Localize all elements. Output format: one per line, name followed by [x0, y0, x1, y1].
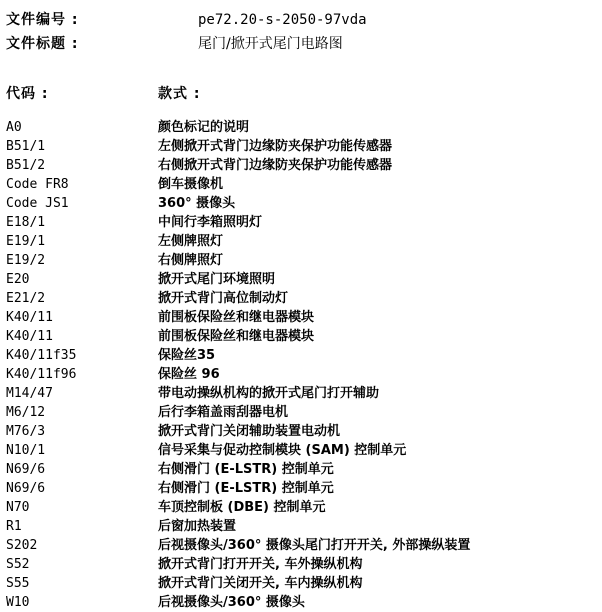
- list-item: [0, 327, 602, 346]
- list-item: [0, 232, 602, 251]
- component-list: [0, 118, 602, 612]
- component-description: 保险丝 96: [158, 367, 220, 382]
- list-item: [0, 194, 602, 213]
- component-code: E19/2: [6, 253, 46, 268]
- component-description: 左侧掀开式背门边缘防夹保护功能传感器: [158, 139, 393, 154]
- component-code: M6/12: [6, 405, 46, 420]
- list-item: [0, 156, 602, 175]
- doc-title-value: 尾门/掀开式尾门电路图: [198, 36, 343, 52]
- component-description: 掀开式背门关闭辅助装置电动机: [158, 424, 341, 439]
- list-item: [0, 574, 602, 593]
- code-column-header: 代码 :: [6, 86, 49, 102]
- component-code: E18/1: [6, 215, 46, 230]
- component-code: N70: [6, 500, 30, 515]
- design-column-header: 款式 :: [158, 86, 201, 102]
- list-item: [0, 460, 602, 479]
- component-description: 右侧滑门 (E-LSTR) 控制单元: [158, 481, 334, 496]
- list-item: [0, 403, 602, 422]
- list-item: [0, 346, 602, 365]
- component-description: 带电动操纵机构的掀开式尾门打开辅助: [158, 386, 380, 401]
- component-description: 保险丝35: [158, 348, 216, 363]
- component-code: W10: [6, 595, 30, 610]
- component-code: K40/11: [6, 329, 53, 344]
- list-item: [0, 137, 602, 156]
- component-description: 倒车摄像机: [158, 177, 224, 192]
- component-code: E20: [6, 272, 30, 287]
- component-description: 中间行李箱照明灯: [158, 215, 263, 230]
- component-code: N69/6: [6, 481, 46, 496]
- component-code: E19/1: [6, 234, 46, 249]
- component-code: B51/2: [6, 158, 46, 173]
- component-description: 后视摄像头/360° 摄像头: [158, 595, 305, 610]
- list-item: [0, 422, 602, 441]
- component-code: K40/11f96: [6, 367, 77, 382]
- component-description: 后行李箱盖雨刮器电机: [158, 405, 289, 420]
- component-description: 后视摄像头/360° 摄像头尾门打开开关, 外部操纵装置: [158, 538, 471, 553]
- component-code: S202: [6, 538, 38, 553]
- component-code: K40/11f35: [6, 348, 77, 363]
- component-description: 掀开式背门高位制动灯: [158, 291, 289, 306]
- component-description: 前围板保险丝和继电器模块: [158, 329, 315, 344]
- list-item: [0, 441, 602, 460]
- component-description: 掀开式尾门环境照明: [158, 272, 276, 287]
- component-description: 左侧牌照灯: [158, 234, 224, 249]
- list-item: [0, 270, 602, 289]
- component-code: E21/2: [6, 291, 46, 306]
- list-item: [0, 213, 602, 232]
- list-item: [0, 384, 602, 403]
- doc-title-label: 文件标题 :: [6, 36, 79, 52]
- list-item: [0, 517, 602, 536]
- list-item: [0, 251, 602, 270]
- doc-number-label: 文件编号 :: [6, 12, 79, 28]
- doc-number-value: pe72.20-s-2050-97vda: [198, 12, 367, 28]
- list-item: [0, 289, 602, 308]
- component-code: A0: [6, 120, 22, 135]
- list-item: [0, 479, 602, 498]
- list-item: [0, 593, 602, 612]
- component-description: 前围板保险丝和继电器模块: [158, 310, 315, 325]
- component-code: Code JS1: [6, 196, 69, 211]
- component-code: R1: [6, 519, 22, 534]
- component-description: 右侧牌照灯: [158, 253, 224, 268]
- component-code: S52: [6, 557, 30, 572]
- component-code: Code FR8: [6, 177, 69, 192]
- component-description: 颜色标记的说明: [158, 120, 250, 135]
- component-code: S55: [6, 576, 30, 591]
- component-code: M14/47: [6, 386, 53, 401]
- component-description: 右侧滑门 (E-LSTR) 控制单元: [158, 462, 334, 477]
- component-code: N10/1: [6, 443, 46, 458]
- component-description: 信号采集与促动控制模块 (SAM) 控制单元: [158, 443, 407, 458]
- list-item: [0, 175, 602, 194]
- component-description: 掀开式背门关闭开关, 车内操纵机构: [158, 576, 363, 591]
- component-description: 后窗加热装置: [158, 519, 237, 534]
- component-code: M76/3: [6, 424, 46, 439]
- list-item: [0, 308, 602, 327]
- list-item: [0, 498, 602, 517]
- component-description: 掀开式背门打开开关, 车外操纵机构: [158, 557, 363, 572]
- component-description: 车顶控制板 (DBE) 控制单元: [158, 500, 326, 515]
- component-code: B51/1: [6, 139, 46, 154]
- component-code: K40/11: [6, 310, 53, 325]
- component-code: N69/6: [6, 462, 46, 477]
- list-item: [0, 555, 602, 574]
- list-item: [0, 118, 602, 137]
- component-description: 360° 摄像头: [158, 196, 236, 211]
- component-description: 右侧掀开式背门边缘防夹保护功能传感器: [158, 158, 393, 173]
- list-item: [0, 536, 602, 555]
- list-item: [0, 365, 602, 384]
